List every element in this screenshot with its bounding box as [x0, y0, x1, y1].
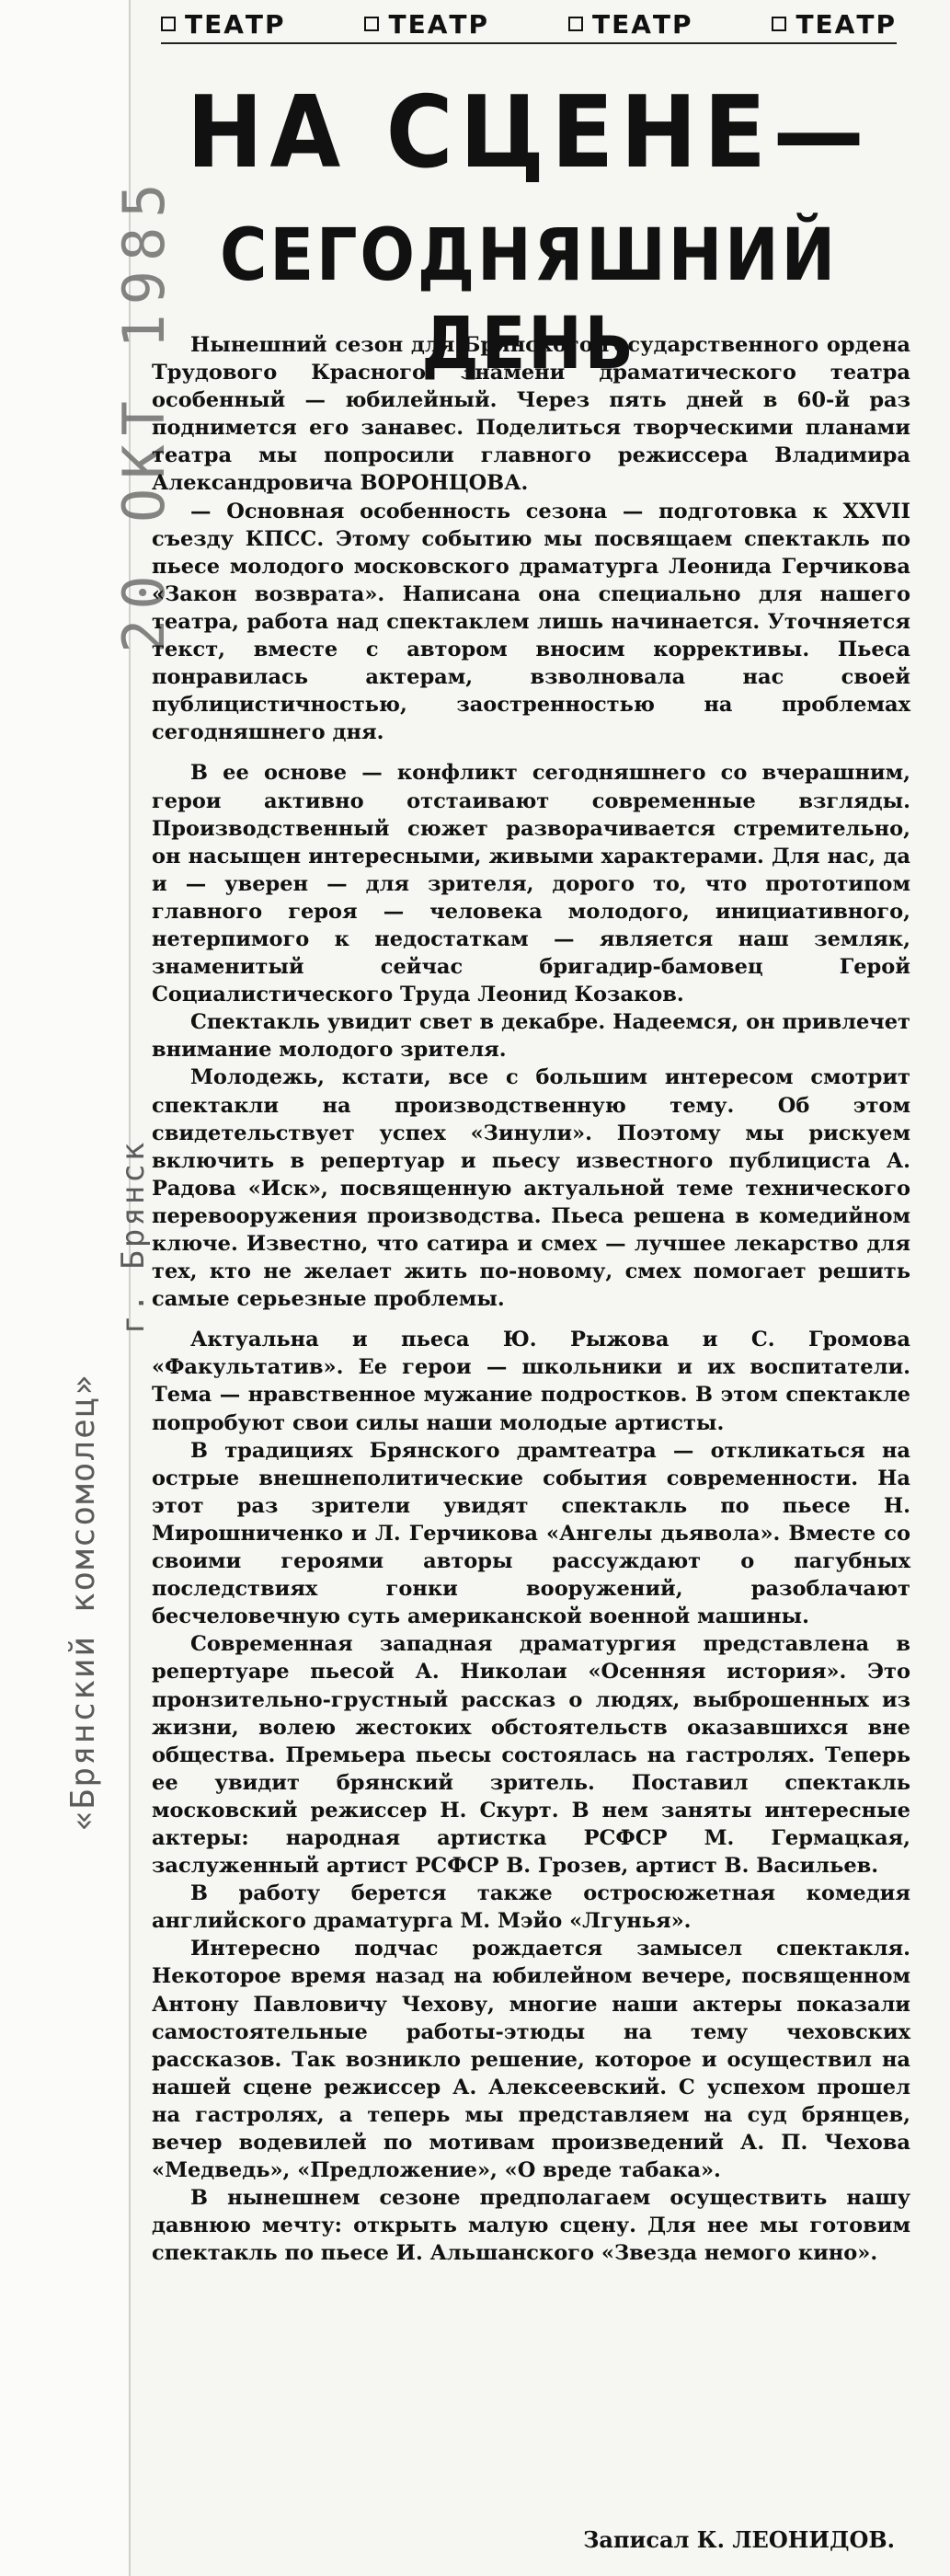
checkbox-square-icon — [364, 17, 379, 31]
article-paragraph: В работу берется также остросюжетная комедия английского драматурга М. Мэйо «Лгунья». — [152, 1881, 910, 1934]
city-stamp: г. Брянск — [115, 1139, 152, 1334]
newspaper-name-stamp: «Брянский комсомолец» — [64, 1373, 102, 1831]
checkbox-square-icon — [161, 17, 176, 31]
article-paragraph: Спектакль увидит свет в декабре. Надеемся, он привлечет внимание молодого зрителя. — [152, 1010, 910, 1063]
rubric-label: ТЕАТР — [185, 8, 286, 40]
article-paragraph: В ее основе — конфликт сегодняшнего со вчерашним, герои активно отстаивают современные взгляды. Производственный сюжет разворачивается стремительно, он насыщен интересными, живыми характерами. Для нас, да и — уверен — для зрителя, дорого то, что прототипом главного героя — человека молодого, инициативного, нетерпимого к недостаткам — является наш земляк, знаменитый сейчас бригадир-бамовец Герой Социалистического Труда Леонид Козаков. — [152, 761, 910, 1007]
headline-line-2: СЕГОДНЯШНИЙ ДЕНЬ — [220, 214, 838, 385]
rubric-item — [364, 9, 489, 40]
checkbox-square-icon — [772, 17, 786, 31]
author-signature: Записал К. ЛЕОНИДОВ. — [583, 2526, 895, 2553]
rubric-item — [161, 9, 286, 40]
rubric-label: ТЕАТР — [591, 8, 693, 40]
rubric-bar — [161, 6, 897, 44]
article-paragraph: Интересно подчас рождается замысел спектакля. Некоторое время назад на юбилейном вечере, посвященном Антону Павловичу Чехову, многие наши актеры показали самостоятельные работы-этюды на тему чеховских рассказов. Так возникло решение, которое и осуществил на нашей сцене режиссер А. Алексеевский. С успехом прошел на гастролях, а теперь мы представляем на суд брянцев, вечер водевилей по мотивам произведений А. П. Чехова «Медведь», «Предложение», «О вреде табака». — [152, 1937, 910, 2183]
article-paragraph: Актуальна и пьеса Ю. Рыжова и С. Громова «Факультатив». Ее герои — школьники и их воспитатели. Тема — нравственное мужание подростков. В этом спектакле попробуют свои силы наши молодые артисты. — [152, 1328, 910, 1435]
article-paragraph: — Основная особенность сезона — подготовка к XXVII съезду КПСС. Этому событию мы посвящаем спектакль по пьесе молодого московского драматурга Леонида Герчикова «Закон возврата». Написана она специально для нашего театра, работа над спектаклем лишь начинается. Уточняется текст, вместе с автором вносим коррективы. Пьеса понравилась актерам, взволновала нас своей публицистичностью, заостренностью на проблемах сегодняшнего дня. — [152, 499, 910, 745]
article-paragraph: Молодежь, кстати, все с большим интересом смотрит спектакли на производственную тему. Об этом свидетельствует успех «Зинули». Поэтому мы рискуем включить в репертуар и пьесу известного публициста А. Радова «Иск», посвященную актуальной теме технического перевооружения производства. Пьеса решена в комедийном ключе. Известно, что сатира и смех — лучшее лекарство для тех, кто не желает жить по-новому, смех помогает решить самые серьезные проблемы. — [152, 1065, 910, 1312]
article-paragraph: В нынешнем сезоне предполагаем осуществить нашу давнюю мечту: открыть малую сцену. Для нее мы готовим спектакль по пьесе И. Альшанского «Звезда немого кино». — [152, 2186, 910, 2266]
rubric-label: ТЕАТР — [795, 8, 897, 40]
article-paragraph: Нынешний сезон для Брянского государственного ордена Трудового Красного Знамени драматического театра особенный — юбилейный. Через пять дней в 60-й раз поднимется его занавес. Поделиться творческими планами театра мы попросили главного режиссера Владимира Александровича ВОРОНЦОВА. — [152, 333, 910, 496]
headline-line-1: НА СЦЕНЕ— — [186, 75, 872, 190]
article-paragraph: Современная западная драматургия представлена в репертуаре пьесой А. Николаи «Осенняя история». Это пронзительно-грустный рассказ о людях, выброшенных из жизни, волею жестоких обстоятельств оказавшихся вне общества. Премьера пьесы состоялась на гастролях. Теперь ее увидит брянский зритель. Поставил спектакль московский режиссер Н. Скурт. В нем заняты интересные актеры: народная артистка РСФСР М. Гермацкая, заслуженный артист РСФСР В. Грозев, артист В. Васильев. — [152, 1632, 910, 1879]
date-stamp: 20 ОКТ 1985 — [110, 174, 177, 653]
article-body — [152, 331, 910, 2267]
rubric-label: ТЕАТР — [388, 8, 490, 40]
article-paragraph: В традициях Брянского драмтеатра — откликаться на острые внешнеполитические события современности. На этот раз зрители увидят спектакль по пьесе Н. Мирошниченко и Л. Герчикова «Ангелы дьявола». Вместе со своими героями авторы рассуждают о пагубных последствиях гонки вооружений, разоблачают бесчеловечную суть американской военной машины. — [152, 1438, 910, 1629]
rubric-item — [772, 9, 897, 40]
checkbox-square-icon — [568, 17, 583, 31]
rubric-item — [568, 9, 693, 40]
